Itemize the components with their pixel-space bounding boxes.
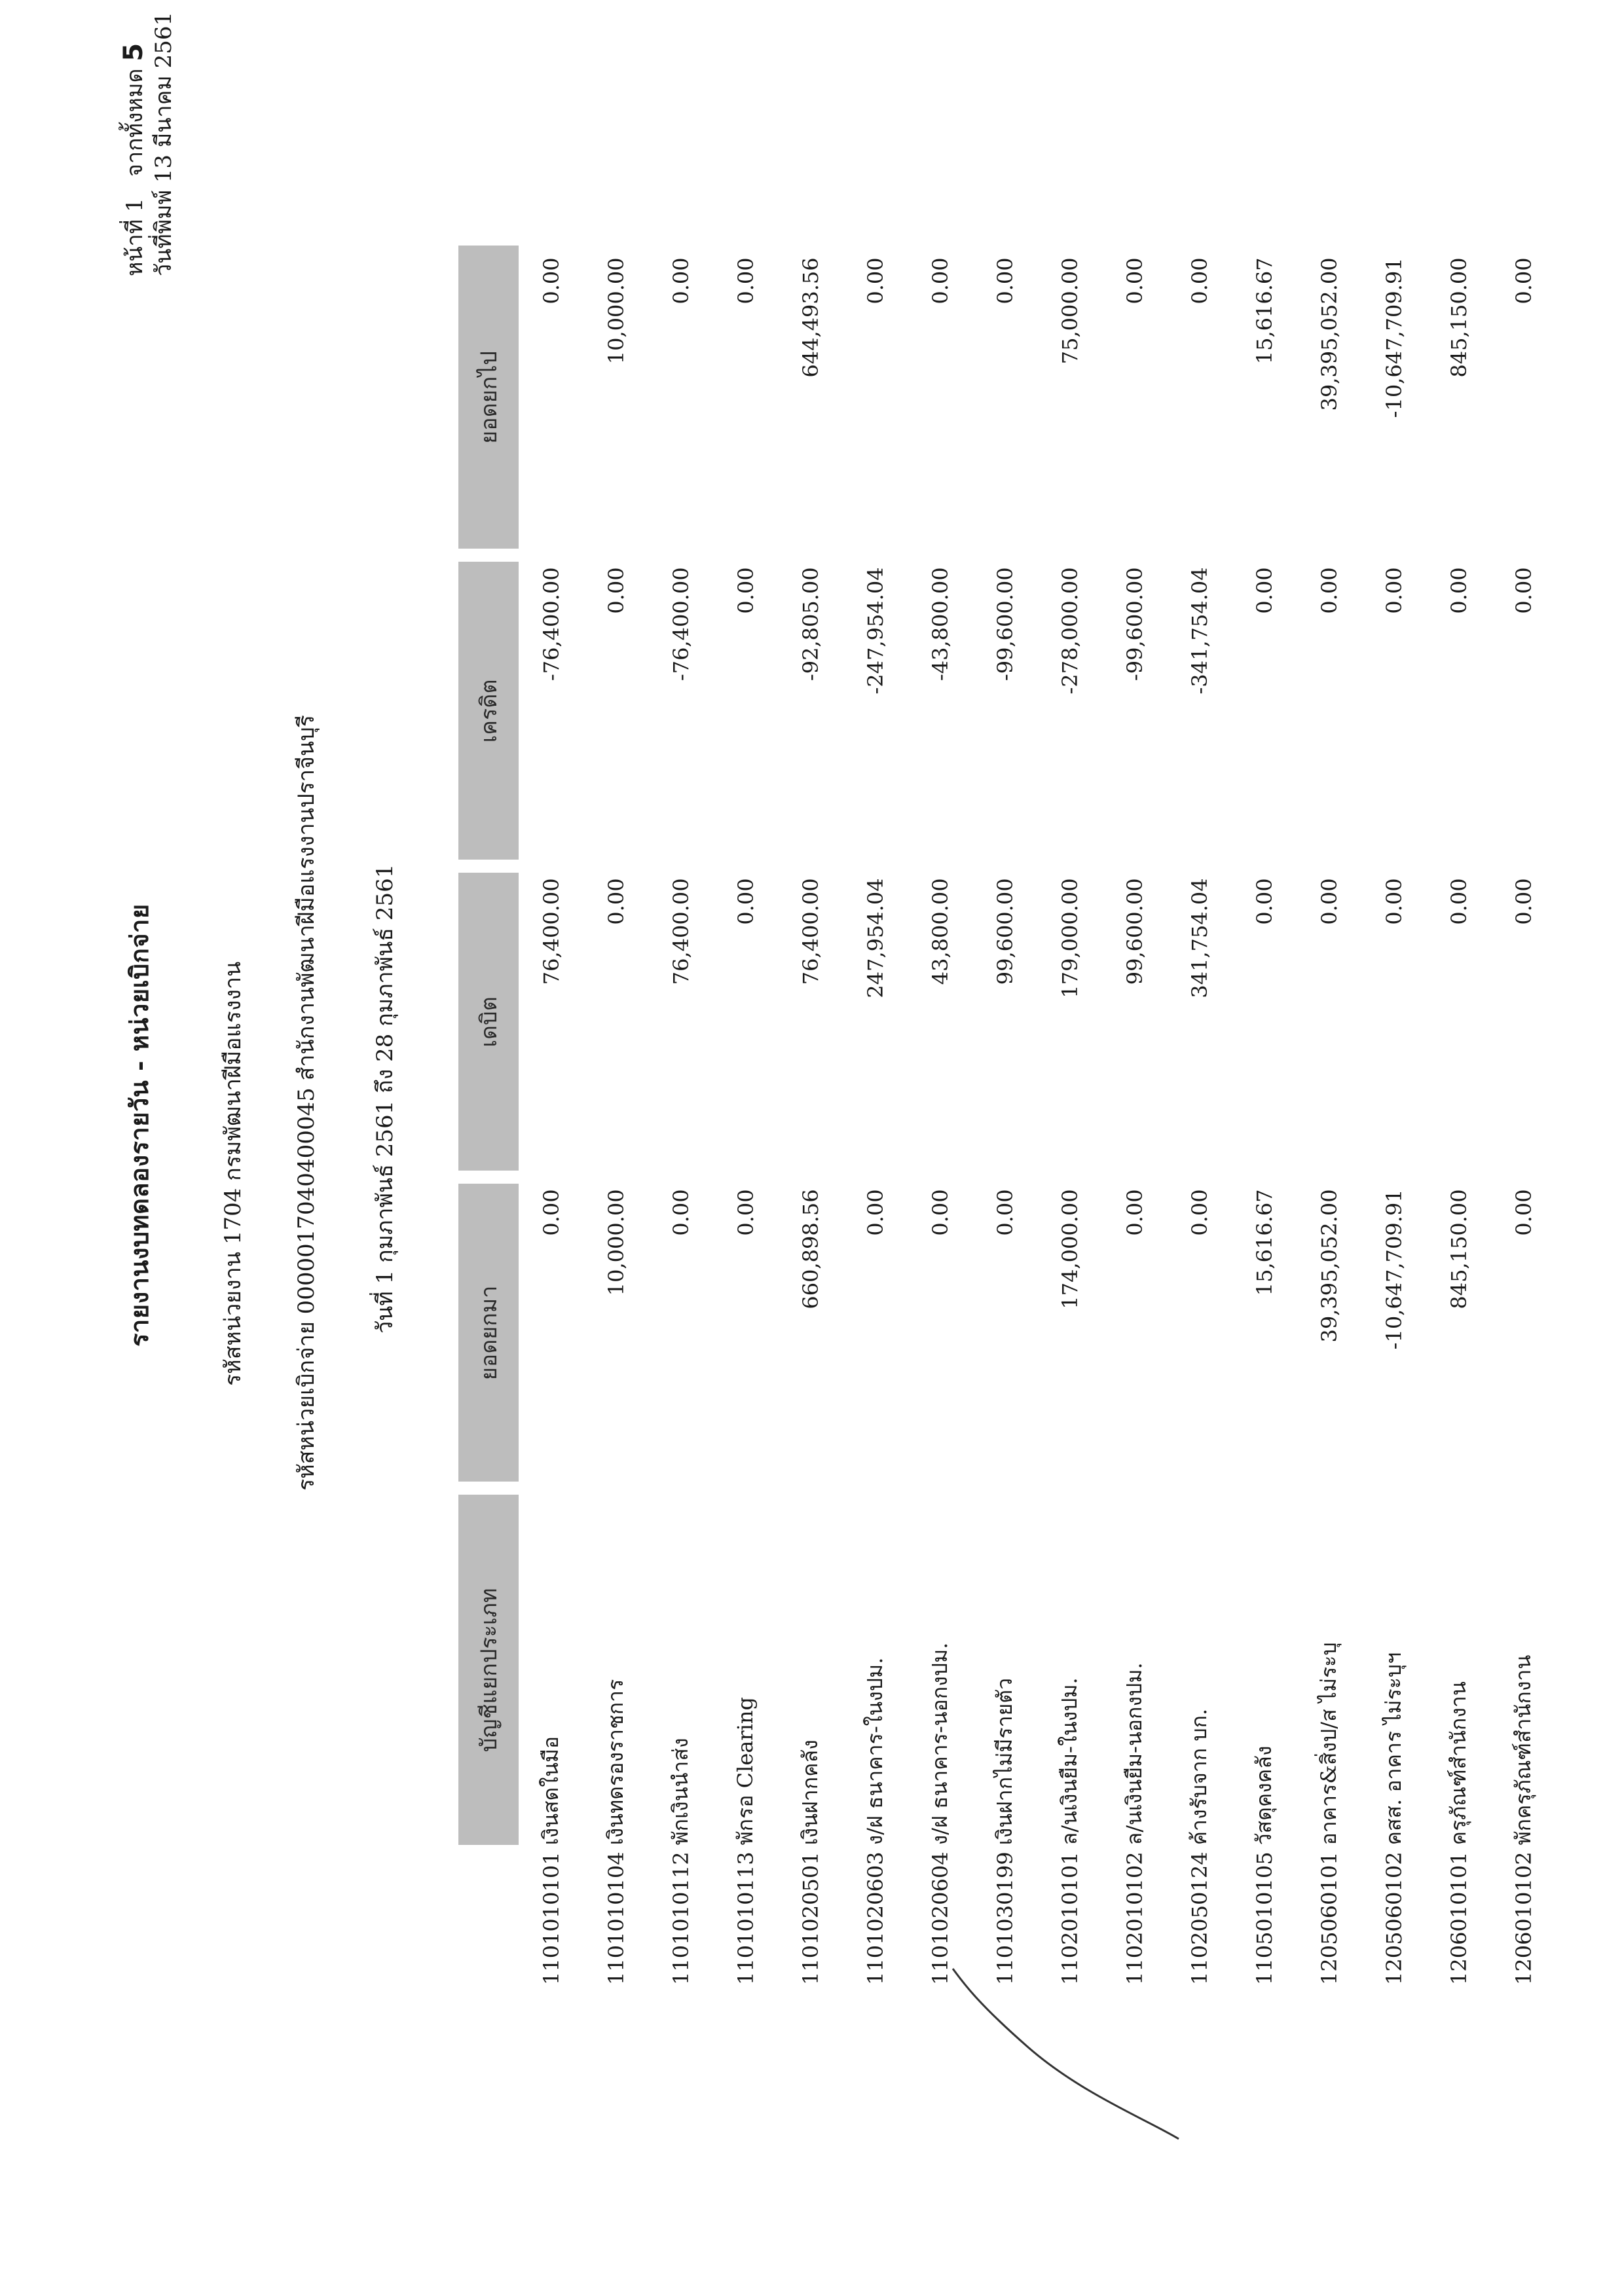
credit-amount: 0.00 bbox=[733, 567, 758, 614]
credit-amount: -278,000.00 bbox=[1057, 567, 1082, 695]
account-name: อาคาร&สิ่งป/ส ไม่ระบุ bbox=[1316, 1642, 1341, 1846]
closing-balance: 0.00 bbox=[668, 257, 693, 304]
header-opening: ยอดยกมา bbox=[458, 1177, 519, 1488]
opening-balance: 15,616.67 bbox=[1251, 1189, 1277, 1296]
account-code: 1101020501 bbox=[798, 1851, 823, 1985]
account-code: 1206010101 bbox=[1446, 1851, 1471, 1985]
debit-amount: 0.00 bbox=[733, 878, 758, 925]
account-name: ล/นเงินยืม-นอกงปม. bbox=[1122, 1662, 1147, 1846]
date-range: วันที่ 1 กุมภาพันธ์ 2561 ถึง 28 กุมภาพันธ์ 2561 bbox=[372, 864, 398, 1334]
opening-balance: 0.00 bbox=[668, 1189, 693, 1236]
account-name: พักเงินนำส่ง bbox=[668, 1738, 693, 1846]
debit-amount: 0.00 bbox=[1511, 878, 1536, 925]
closing-balance: 0.00 bbox=[733, 257, 758, 304]
header-closing: ยอดยกไป bbox=[458, 246, 519, 555]
disbursing-unit-line: รหัสหน่วยเบิกจ่าย 0000017040400045 สำนักงานพัฒนาฝีมือแรงงานปราจีนบุรี bbox=[293, 714, 320, 1491]
opening-balance: 0.00 bbox=[927, 1189, 953, 1236]
account-code: 1101010104 bbox=[603, 1851, 629, 1985]
table-row bbox=[1297, 246, 1361, 1985]
account-code: 1102010101 bbox=[1057, 1851, 1082, 1985]
closing-balance: 0.00 bbox=[992, 257, 1018, 304]
debit-amount: 0.00 bbox=[1251, 878, 1277, 925]
opening-balance: 10,000.00 bbox=[603, 1189, 629, 1296]
print-date: วันที่พิมพ์ 13 มีนาคม 2561 bbox=[151, 11, 177, 276]
debit-amount: 76,400.00 bbox=[538, 878, 564, 985]
account-name: เงินทดรองราชการ bbox=[603, 1679, 628, 1846]
closing-balance: 15,616.67 bbox=[1251, 257, 1277, 365]
debit-amount: 0.00 bbox=[1381, 878, 1407, 925]
agency-code-line: รหัสหน่วยงาน 1704 กรมพัฒนาฝีมือแรงงาน bbox=[220, 961, 246, 1386]
table-row bbox=[778, 246, 843, 1985]
debit-amount: 0.00 bbox=[1446, 878, 1471, 925]
table-row bbox=[713, 246, 778, 1985]
opening-balance: 0.00 bbox=[1122, 1189, 1147, 1236]
table-row bbox=[972, 246, 1037, 1985]
pen-stroke-mark bbox=[950, 1962, 1185, 2145]
account-name: เงินสดในมือ bbox=[538, 1736, 563, 1846]
opening-balance: 0.00 bbox=[1187, 1189, 1212, 1236]
debit-amount: 99,600.00 bbox=[992, 878, 1018, 985]
header-debit: เดบิต bbox=[458, 866, 519, 1177]
credit-amount: 0.00 bbox=[1446, 567, 1471, 614]
account-name: ง/ฝ ธนาคาร-ในงปม. bbox=[862, 1657, 887, 1846]
opening-balance: 0.00 bbox=[862, 1189, 888, 1236]
table-row bbox=[1167, 246, 1232, 1985]
credit-amount: -76,400.00 bbox=[668, 567, 693, 682]
closing-balance: 0.00 bbox=[862, 257, 888, 304]
opening-balance: 0.00 bbox=[1511, 1189, 1536, 1236]
credit-amount: -43,800.00 bbox=[927, 567, 953, 682]
account-name: พักครุภัณฑ์สำนักงาน bbox=[1511, 1654, 1536, 1846]
debit-amount: 0.00 bbox=[1316, 878, 1342, 925]
credit-amount: 0.00 bbox=[1316, 567, 1342, 614]
debit-amount: 76,400.00 bbox=[668, 878, 693, 985]
page-number-line bbox=[119, 12, 149, 276]
header-credit: เครดิต bbox=[458, 555, 519, 866]
total-pages-label: จากทั้งหมด bbox=[122, 68, 148, 177]
closing-balance: 644,493.56 bbox=[798, 257, 823, 378]
table-row bbox=[519, 246, 583, 1985]
credit-amount: -76,400.00 bbox=[538, 567, 564, 682]
credit-amount: -99,600.00 bbox=[992, 567, 1018, 682]
opening-balance: 0.00 bbox=[992, 1189, 1018, 1236]
opening-balance: 0.00 bbox=[538, 1189, 564, 1236]
credit-amount: 0.00 bbox=[603, 567, 629, 614]
debit-amount: 99,600.00 bbox=[1122, 878, 1147, 985]
header-code-spacer bbox=[458, 1851, 519, 1985]
table-row bbox=[1491, 246, 1556, 1985]
table-row bbox=[1037, 246, 1102, 1985]
closing-balance: 0.00 bbox=[1122, 257, 1147, 304]
debit-amount: 43,800.00 bbox=[927, 878, 953, 985]
table-row bbox=[908, 246, 972, 1985]
account-code: 1101030199 bbox=[992, 1851, 1018, 1985]
table-row bbox=[1426, 246, 1491, 1985]
account-name: เงินฝากคลัง bbox=[798, 1740, 822, 1846]
opening-balance: 174,000.00 bbox=[1057, 1189, 1082, 1309]
credit-amount: 0.00 bbox=[1511, 567, 1536, 614]
account-name: พักรอ Clearing bbox=[733, 1697, 758, 1846]
account-name: เงินฝากไม่มีรายตัว bbox=[992, 1677, 1017, 1846]
table-row bbox=[1361, 246, 1426, 1985]
credit-amount: -341,754.04 bbox=[1187, 567, 1212, 695]
account-name: ง/ฝ ธนาคาร-นอกงปม. bbox=[927, 1642, 952, 1846]
credit-amount: 0.00 bbox=[1251, 567, 1277, 614]
account-code: 1101010112 bbox=[668, 1851, 693, 1985]
table-row bbox=[1232, 246, 1297, 1985]
closing-balance: 0.00 bbox=[927, 257, 953, 304]
closing-balance: 0.00 bbox=[1187, 257, 1212, 304]
closing-balance: 0.00 bbox=[538, 257, 564, 304]
opening-balance: 0.00 bbox=[733, 1189, 758, 1236]
opening-balance: -10,647,709.91 bbox=[1381, 1189, 1407, 1350]
closing-balance: 10,000.00 bbox=[603, 257, 629, 365]
account-name: คสส. อาคาร ไม่ระบุฯ bbox=[1381, 1652, 1406, 1846]
account-code: 1101010113 bbox=[733, 1851, 758, 1985]
account-name: วัสดุคงคลัง bbox=[1251, 1745, 1276, 1846]
opening-balance: 39,395,052.00 bbox=[1316, 1189, 1342, 1343]
table-row bbox=[843, 246, 908, 1985]
credit-amount: -99,600.00 bbox=[1122, 567, 1147, 682]
table-row bbox=[648, 246, 713, 1985]
table-row bbox=[1102, 246, 1167, 1985]
account-name: ครุภัณฑ์สำนักงาน bbox=[1446, 1681, 1471, 1846]
closing-balance: 0.00 bbox=[1511, 257, 1536, 304]
account-name: ค้างรับจาก บก. bbox=[1187, 1708, 1211, 1846]
header-account: บัญชีแยกประเภท bbox=[458, 1488, 519, 1851]
closing-balance: -10,647,709.91 bbox=[1381, 257, 1407, 418]
opening-balance: 845,150.00 bbox=[1446, 1189, 1471, 1309]
table-body bbox=[519, 246, 1556, 1985]
account-code: 1205060101 bbox=[1316, 1851, 1342, 1985]
credit-amount: -92,805.00 bbox=[798, 567, 823, 682]
closing-balance: 845,150.00 bbox=[1446, 257, 1471, 378]
account-code: 1105010105 bbox=[1251, 1851, 1277, 1985]
debit-amount: 247,954.04 bbox=[862, 878, 888, 998]
credit-amount: 0.00 bbox=[1381, 567, 1407, 614]
account-code: 1205060102 bbox=[1381, 1851, 1407, 1985]
page-number: หน้าที่ 1 bbox=[122, 198, 148, 276]
account-code: 1206010102 bbox=[1511, 1851, 1536, 1985]
debit-amount: 0.00 bbox=[603, 878, 629, 925]
closing-balance: 75,000.00 bbox=[1057, 257, 1082, 365]
page-info bbox=[119, 12, 178, 276]
table-row bbox=[583, 246, 648, 1985]
account-code: 1101020604 bbox=[927, 1851, 953, 1985]
table-header-row bbox=[458, 246, 519, 1985]
total-pages-handwritten: 5 bbox=[119, 43, 149, 62]
account-name: ล/นเงินยืม-ในงปม. bbox=[1057, 1677, 1082, 1846]
debit-amount: 341,754.04 bbox=[1187, 878, 1212, 998]
debit-amount: 179,000.00 bbox=[1057, 878, 1082, 998]
debit-amount: 76,400.00 bbox=[798, 878, 823, 985]
account-code: 1102050124 bbox=[1187, 1851, 1212, 1985]
credit-amount: -247,954.04 bbox=[862, 567, 888, 695]
account-code: 1101020603 bbox=[862, 1851, 888, 1985]
opening-balance: 660,898.56 bbox=[798, 1189, 823, 1309]
closing-balance: 39,395,052.00 bbox=[1316, 257, 1342, 411]
trial-balance-table bbox=[458, 246, 1556, 1985]
account-code: 1102010102 bbox=[1122, 1851, 1147, 1985]
report-title: รายงานงบทดลองรายวัน - หน่วยเบิกจ่าย bbox=[124, 903, 154, 1347]
account-code: 1101010101 bbox=[538, 1851, 564, 1985]
